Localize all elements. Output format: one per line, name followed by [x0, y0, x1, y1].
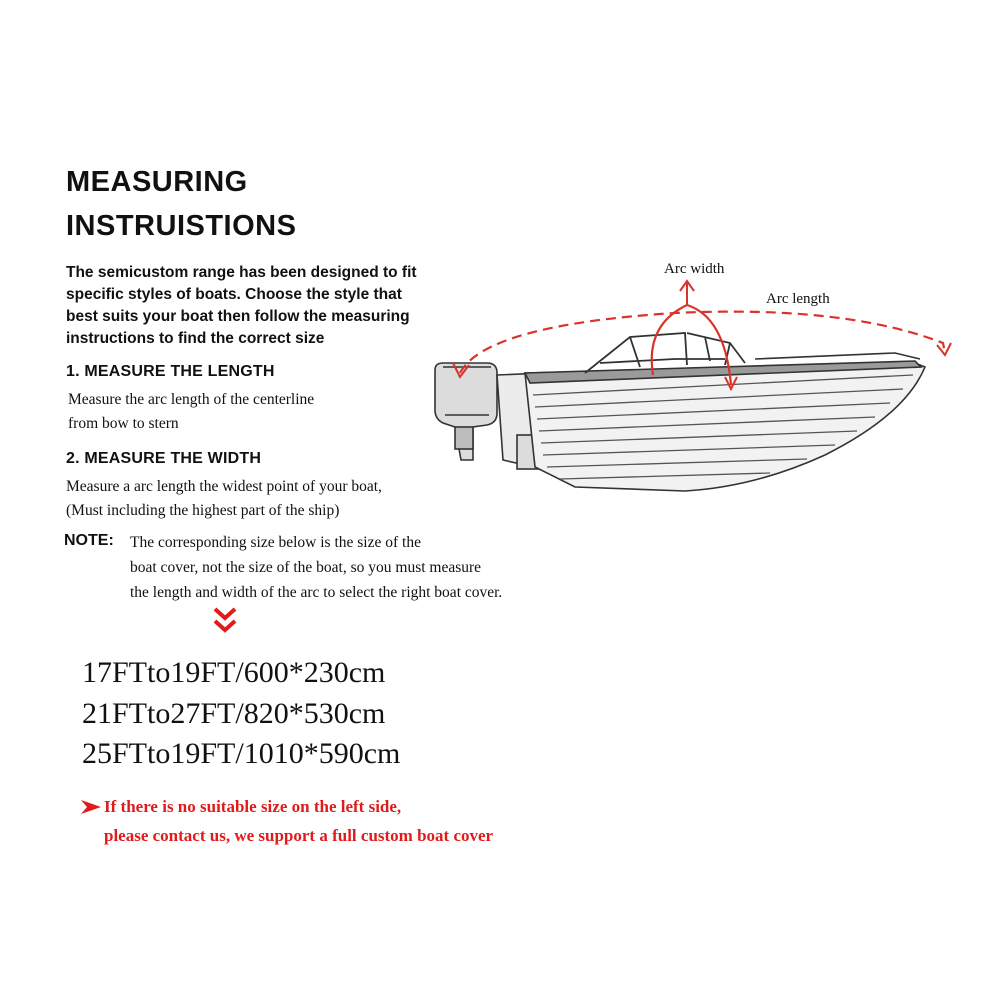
- down-chevron-icon: [212, 606, 238, 636]
- arc-width-arrow: [680, 281, 694, 305]
- arc-width-label: Arc width: [664, 261, 725, 277]
- note-text-line: The corresponding size below is the size of the: [130, 534, 421, 551]
- step-1-text-line: from bow to stern: [68, 415, 179, 432]
- step-1-text-line: Measure the arc length of the centerline: [68, 391, 315, 408]
- step-2-text: [66, 475, 382, 523]
- outboard-motor: [435, 363, 497, 460]
- intro-line: instructions to find the correct size: [66, 330, 325, 347]
- boat-measurement-diagram: [425, 255, 985, 495]
- intro-line: The semicustom range has been designed to fit: [66, 264, 417, 281]
- bow-rail: [755, 353, 920, 359]
- page-title-line-1: MEASURING: [66, 166, 248, 198]
- note-text-line: boat cover, not the size of the boat, so you must measure: [130, 559, 482, 576]
- right-arrow-icon: [80, 799, 102, 815]
- step-2-heading: 2. MEASURE THE WIDTH: [66, 450, 262, 467]
- intro-line: specific styles of boats. Choose the style that: [66, 286, 402, 303]
- contact-line-2: please contact us, we support a full custom boat cover: [104, 826, 494, 845]
- step-1-heading: 1. MEASURE THE LENGTH: [66, 363, 275, 380]
- size-option: 21FTto27FT/820*530cm: [82, 697, 386, 730]
- size-option: 17FTto19FT/600*230cm: [82, 656, 386, 689]
- intro-paragraph: [66, 262, 486, 350]
- boat-hull: [525, 361, 925, 491]
- step-1-text: [68, 388, 314, 436]
- arc-length-label: Arc length: [766, 291, 830, 307]
- step-2-text-line: (Must including the highest part of the ship): [66, 502, 340, 519]
- step-2-text-line: Measure a arc length the widest point of your boat,: [66, 478, 382, 495]
- note-label: NOTE:: [64, 532, 114, 549]
- size-option: 25FTto19FT/1010*590cm: [82, 737, 401, 770]
- intro-line: best suits your boat then follow the measuring: [66, 308, 410, 325]
- note-text: [130, 530, 502, 605]
- note-text-line: the length and width of the arc to select the right boat cover.: [130, 584, 503, 601]
- page-title-line-2: INSTRUISTIONS: [66, 210, 297, 242]
- contact-line-1: If there is no suitable size on the left side,: [104, 797, 402, 816]
